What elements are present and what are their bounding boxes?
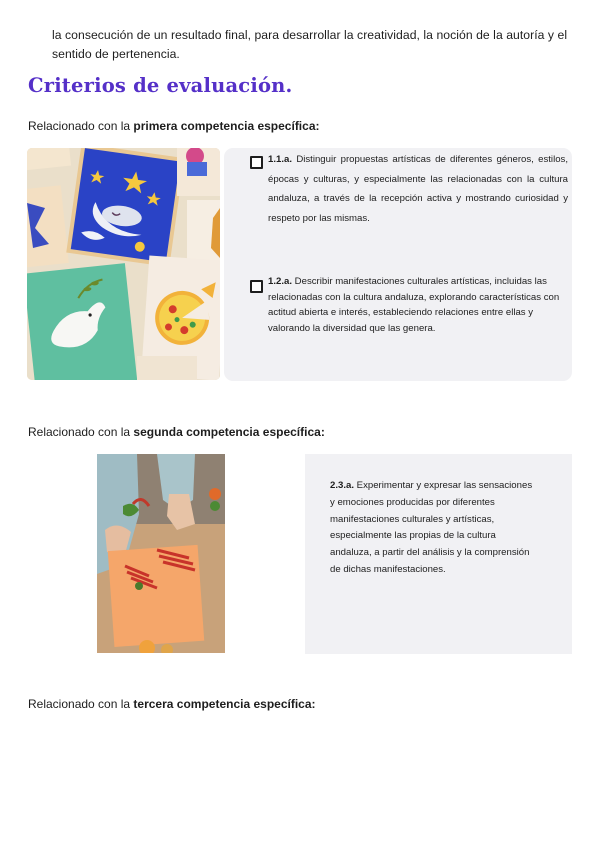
related-bold: segunda competencia específica: bbox=[133, 425, 325, 439]
section-heading: Criterios de evaluación. bbox=[28, 74, 293, 97]
criterion-text: Describir manifestaciones culturales artísticas, incluidas las relacionadas con la cultura andaluza, explorando características con actitud abierta e interés, estableciendo relaciones entre ellas y valorando la diversidad que las genera. bbox=[268, 276, 560, 334]
related-prefix: Relacionado con la bbox=[28, 119, 134, 133]
art-cards-photo bbox=[27, 148, 220, 380]
criterion-code: 1.1.a. bbox=[268, 154, 293, 165]
criterion-text: Distinguir propuestas artísticas de diferentes géneros, estilos, épocas y culturas, y especialmente las relacionadas con la cultura andaluza, a través de la recepción activa y mostrando curiosidad y respeto por las mismas. bbox=[268, 154, 568, 224]
related-bold: primera competencia específica: bbox=[133, 119, 320, 133]
intro-paragraph: la consecución de un resultado final, para desarrollar la creatividad, la noción de la autoría y el sentido de pertenencia. bbox=[52, 28, 568, 61]
criterion-1-1-a bbox=[268, 150, 568, 228]
checkbox-1-2-a[interactable] bbox=[250, 280, 263, 293]
criterion-code: 2.3.a. bbox=[330, 480, 355, 491]
related-second-competencia bbox=[28, 425, 325, 439]
criterion-1-2-a bbox=[268, 274, 568, 336]
criterion-2-3-a bbox=[330, 478, 536, 579]
child-painting-illustration bbox=[97, 454, 225, 653]
criterion-code: 1.2.a. bbox=[268, 276, 293, 287]
related-bold: tercera competencia específica: bbox=[133, 697, 316, 711]
criterion-text: Experimentar y expresar las sensaciones y emociones producidas por diferentes manifestaciones culturales y artísticas, especialmente las propias de la cultura andaluza, a partir del análisis y la comprensión de dichas manifestaciones. bbox=[330, 480, 533, 575]
related-first-competencia bbox=[28, 119, 320, 133]
art-cards-illustration bbox=[27, 148, 220, 380]
child-painting-photo bbox=[97, 454, 225, 653]
related-prefix: Relacionado con la bbox=[28, 697, 134, 711]
related-third-competencia bbox=[28, 697, 316, 711]
related-prefix: Relacionado con la bbox=[28, 425, 134, 439]
checkbox-1-1-a[interactable] bbox=[250, 156, 263, 169]
